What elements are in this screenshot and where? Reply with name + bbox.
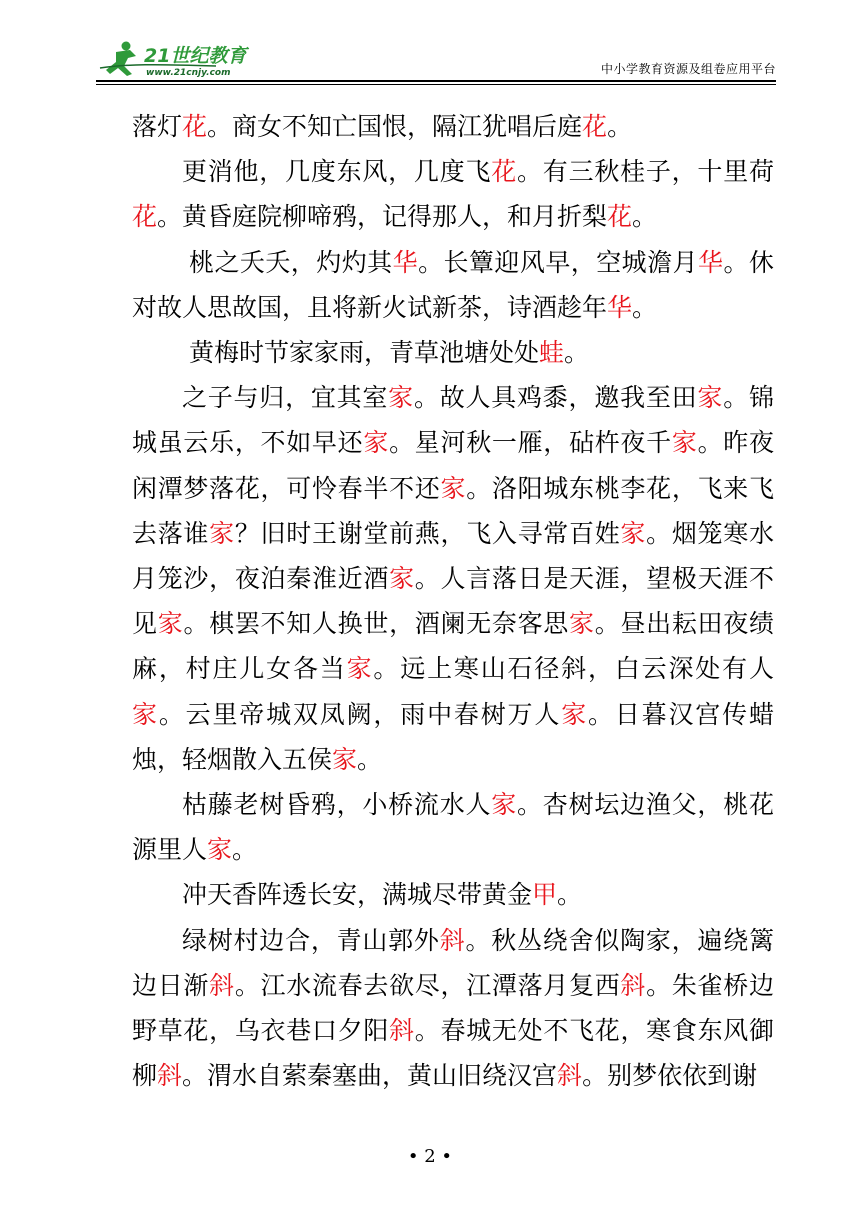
poem-text-body [132,104,774,1098]
text-segment: 。黄昏庭院柳啼鸦，记得那人，和月折梨 [157,202,608,232]
page-header [96,38,776,82]
text-segment: 。锦城虽云乐，不如早还 [132,383,774,458]
highlighted-rhyme-char: 斜 [157,1061,183,1091]
logo-url: www.21cnjy.com [146,68,231,78]
text-segment: 。 [632,292,658,322]
paragraph [132,872,774,917]
text-segment: 。远上寒山石径斜，白云深处有人 [373,654,774,684]
highlighted-rhyme-char: 华 [698,247,724,277]
paragraph [132,375,774,782]
highlighted-rhyme-char: 斜 [557,1061,583,1091]
text-segment: 桃之夭夭，灼灼其 [189,247,393,277]
text-segment: 。人言落日是天涯，望极天涯不见 [132,564,774,639]
text-segment: 。昨夜闲潭梦落花，可怜春半不还 [132,428,774,503]
highlighted-rhyme-char: 斜 [439,925,466,955]
text-segment: 。别梦依依到谢 [582,1061,758,1091]
text-segment: 冲天香阵透长安，满城尽带黄金 [182,880,533,910]
text-segment: 。休对故人思故国，且将新火试新茶，诗酒趁年 [132,247,774,322]
highlighted-rhyme-char: 华 [607,292,633,322]
text-segment: 。商女不知亡国恨，隔江犹唱后庭 [207,112,583,141]
highlighted-rhyme-char: 斜 [620,970,647,1000]
text-segment: 。长簟迎风早，空城澹月 [418,247,699,277]
text-segment: 枯藤老树昏鸦，小桥流水人 [182,790,492,820]
header-rule-thin [96,84,776,85]
highlighted-rhyme-char: 家 [207,835,233,865]
highlighted-rhyme-char: 斜 [389,1016,415,1046]
text-segment: 。故人具鸡黍，邀我至田 [413,383,698,413]
highlighted-rhyme-char: 家 [569,609,595,639]
text-segment: 。 [564,338,590,368]
text-segment: 。秋丛绕舍似陶家，遍绕篱边日渐 [132,925,774,1000]
text-segment: 。日暮汉宫传蜡烛，轻烟散入五侯 [132,699,774,774]
text-segment: 。 [557,880,583,910]
text-segment: 落灯 [132,112,183,141]
highlighted-rhyme-char: 家 [389,564,415,594]
highlighted-rhyme-char: 花 [607,202,633,232]
highlighted-rhyme-char: 家 [620,518,647,548]
logo-text: 21世纪教育 [144,45,247,67]
text-segment: 黄梅时节家家雨，青草池塘处处 [189,338,540,368]
logo-21cnjy [96,38,266,80]
highlighted-rhyme-char: 家 [332,744,358,774]
paragraph [132,104,774,149]
paragraph [132,330,774,375]
platform-name: 中小学教育资源及组卷应用平台 [600,62,776,76]
text-segment: 。棋罢不知人换世，酒阑无奈客思 [183,609,570,639]
text-segment: 。江水流春去欲尽，江潭落月复西 [234,970,621,1000]
highlighted-rhyme-char: 斜 [209,970,235,1000]
highlighted-rhyme-char: 家 [346,654,374,684]
highlighted-rhyme-char: 家 [491,790,518,820]
page-number: • 2 • [407,1146,453,1167]
header-rule-thick [96,80,776,82]
highlighted-rhyme-char: 家 [440,473,467,503]
highlighted-rhyme-char: 甲 [532,880,558,910]
highlighted-rhyme-char: 花 [491,157,518,187]
highlighted-rhyme-char: 花 [132,202,158,232]
text-segment: 。洛阳城东桃李花，飞来飞去落谁 [132,473,774,548]
text-segment: 。星河秋一雁，砧杵夜千 [389,428,672,458]
paragraph [132,782,774,872]
text-segment: 。有三秋桂子，十里荷 [517,157,774,187]
highlighted-rhyme-char: 家 [363,428,390,458]
text-segment: 。春城无处不飞花，寒食东风御柳 [132,1016,774,1091]
paragraph [132,240,774,330]
text-segment: ？旧时王谢堂前燕，飞入寻常百姓 [234,518,621,548]
highlighted-rhyme-char: 家 [132,699,159,729]
highlighted-rhyme-char: 花 [582,112,608,141]
text-segment: 。 [232,835,258,865]
text-segment: 。 [632,202,658,232]
text-segment: 。烟笼寒水月笼沙，夜泊秦淮近酒 [132,518,774,594]
text-segment: 。昼出耘田夜绩麻，村庄儿女各当 [132,609,774,684]
text-segment: 。 [607,112,633,141]
paragraph [132,149,774,239]
highlighted-rhyme-char: 家 [209,518,235,548]
highlighted-rhyme-char: 华 [392,247,419,277]
highlighted-rhyme-char: 家 [157,609,184,639]
text-segment: 更消他，几度东风，几度飞 [182,157,492,187]
text-segment: 之子与归，宜其室 [182,383,389,413]
text-segment: 。云里帝城双凤阙，雨中春树万人 [158,699,562,729]
text-segment: 。朱雀桥边野草花，乌衣巷口夕阳 [132,970,774,1046]
text-segment: 绿树村边合，青山郭外 [182,925,440,955]
text-segment: 。渭水自萦秦塞曲，黄山旧绕汉宫 [182,1061,558,1091]
highlighted-rhyme-char: 花 [182,112,208,141]
highlighted-rhyme-char: 家 [671,428,698,458]
text-segment: 。 [357,744,383,774]
text-segment: 。杏树坛边渔父，桃花源里人 [132,790,774,865]
highlighted-rhyme-char: 家 [697,383,724,413]
highlighted-rhyme-char: 家 [388,383,414,413]
highlighted-rhyme-char: 蛙 [539,338,565,368]
paragraph [132,918,774,1099]
highlighted-rhyme-char: 家 [561,699,589,729]
